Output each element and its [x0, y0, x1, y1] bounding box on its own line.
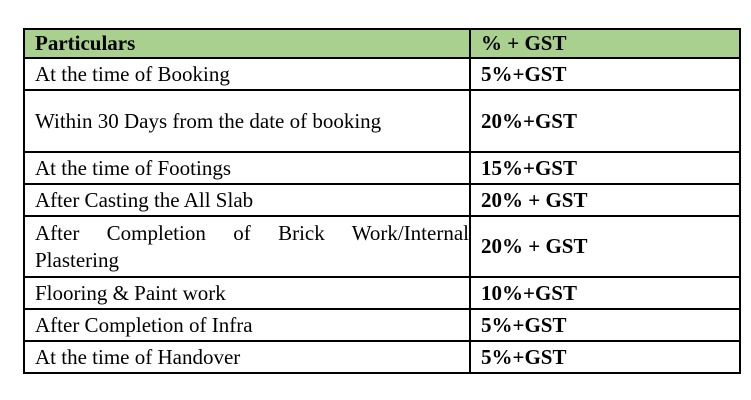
row-percent: 10%+GST: [470, 277, 740, 309]
row-particular: Within 30 Days from the date of booking: [24, 90, 470, 152]
table-row: [24, 341, 740, 373]
row-particular: After Completion of Infra: [24, 309, 470, 341]
row-percent: 15%+GST: [470, 152, 740, 184]
table-row: [24, 58, 740, 90]
row-percent: 20%+GST: [470, 90, 740, 152]
row-particular: After Casting the All Slab: [24, 184, 470, 216]
row-particular: At the time of Booking: [24, 58, 470, 90]
table-row: [24, 216, 740, 277]
row-particular: At the time of Handover: [24, 341, 470, 373]
table-row: [24, 90, 740, 152]
row-particular: Flooring & Paint work: [24, 277, 470, 309]
row-percent: 5%+GST: [470, 309, 740, 341]
table-header-row: [24, 29, 740, 58]
row-particular: At the time of Footings: [24, 152, 470, 184]
table-row: [24, 309, 740, 341]
header-percent: % + GST: [470, 29, 740, 58]
row-percent: 20% + GST: [470, 184, 740, 216]
row-percent: 5%+GST: [470, 58, 740, 90]
table-row: [24, 152, 740, 184]
row-percent: 20% + GST: [470, 216, 740, 277]
row-percent: 5%+GST: [470, 341, 740, 373]
row-particular: After Completion of Brick Work/Internal Plastering: [24, 216, 470, 277]
table-row: [24, 277, 740, 309]
header-particulars: Particulars: [24, 29, 470, 58]
table-row: [24, 184, 740, 216]
payment-schedule-table: [23, 28, 741, 374]
